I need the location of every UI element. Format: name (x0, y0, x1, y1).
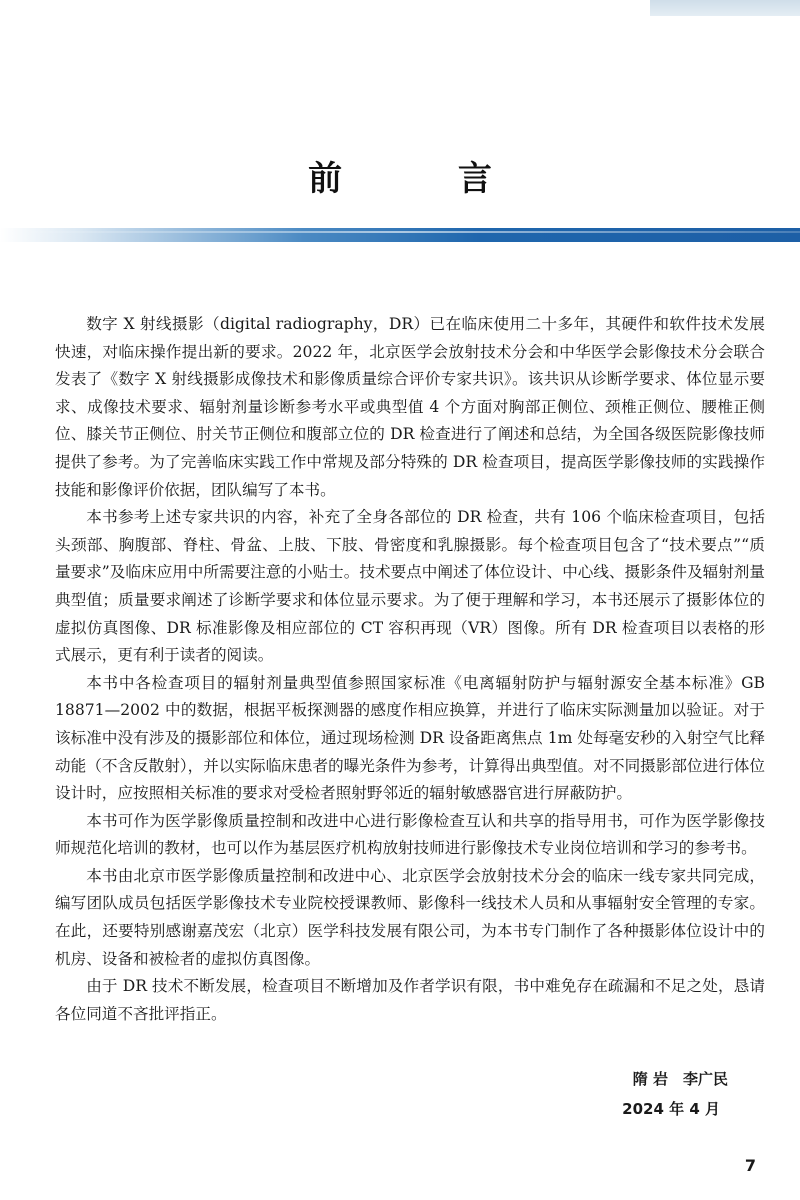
paragraph-1: 数字 X 射线摄影（digital radiography，DR）已在临床使用二十多年，其硬件和软件技术发展快速，对临床操作提出新的要求。2022 年，北京医学会放射技术分会和中华医学会影像技术分会联合发表了《数字 X 射线摄影成像技术和影像质量综合评价专家共识》。该共识从诊断学要求、体位显示要求、成像技术要求、辐射剂量诊断参考水平或典型值 4 个方面对胸部正侧位、颈椎正侧位、腰椎正侧位、膝关节正侧位、肘关节正侧位和腹部立位的 DR 检查进行了阐述和总结，为全国各级医院影像技师提供了参考。为了完善临床实践工作中常规及部分特殊的 DR 检查项目，提高医学影像技师的实践操作技能和影像评价依据，团队编写了本书。 (55, 315, 765, 499)
paragraph-2: 本书参考上述专家共识的内容，补充了全身各部位的 DR 检查，共有 106 个临床检查项目，包括头颈部、胸腹部、脊柱、骨盆、上肢、下肢、骨密度和乳腺摄影。每个检查项目包含了“技术要点”“质量要求”及临床应用中所需要注意的小贴士。技术要点中阐述了体位设计、中心线、摄影条件及辐射剂量典型值；质量要求阐述了诊断学要求和体位显示要求。为了便于理解和学习，本书还展示了摄影体位的虚拟仿真图像、DR 标准影像及相应部位的 CT 容积再现（VR）图像。所有 DR 检查项目以表格的形式展示，更有利于读者的阅读。 (55, 508, 765, 665)
signature-block (622, 1064, 728, 1124)
title-banner-stripe (0, 228, 800, 242)
preface-body (55, 311, 765, 1028)
signature-date: 2024 年 4 月 (622, 1100, 720, 1118)
paragraph-5: 本书由北京市医学影像质量控制和改进中心、北京医学会放射技术分会的临床一线专家共同完成，编写团队成员包括医学影像技术专业院校授课教师、影像科一线技术人员和从事辐射安全管理的专家。在此，还要特别感谢嘉茂宏（北京）医学科技发展有限公司，为本书专门制作了各种摄影体位设计中的机房、设备和被检者的虚拟仿真图像。 (55, 866, 765, 968)
page-title: 前 言 (308, 158, 544, 199)
signature-authors: 隋 岩 李广民 (632, 1070, 728, 1088)
paragraph-4: 本书可作为医学影像质量控制和改进中心进行影像检查互认和共享的指导用书，可作为医学影像技师规范化培训的教材，也可以作为基层医疗机构放射技师进行影像技术专业岗位培训和学习的参考书。 (55, 811, 765, 858)
header-tab-decoration (650, 0, 800, 16)
paragraph-6: 由于 DR 技术不断发展，检查项目不断增加及作者学识有限，书中难免存在疏漏和不足之处，恳请各位同道不吝批评指正。 (55, 977, 765, 1023)
page-number: 7 (744, 1156, 756, 1175)
paragraph-3: 本书中各检查项目的辐射剂量典型值参照国家标准《电离辐射防护与辐射源安全基本标准》GB 18871—2002 中的数据，根据平板探测器的感度作相应换算，并进行了临床实际测量加以验证。对于该标准中没有涉及的摄影部位和体位，通过现场检测 DR 设备距离焦点 1m 处每毫安秒的入射空气比释动能（不含反散射），并以实际临床患者的曝光条件为参考，计算得出典型值。对不同摄影部位进行体位设计时，应按照相关标准的要求对受检者照射野邻近的辐射敏感器官进行屏蔽防护。 (55, 673, 765, 803)
